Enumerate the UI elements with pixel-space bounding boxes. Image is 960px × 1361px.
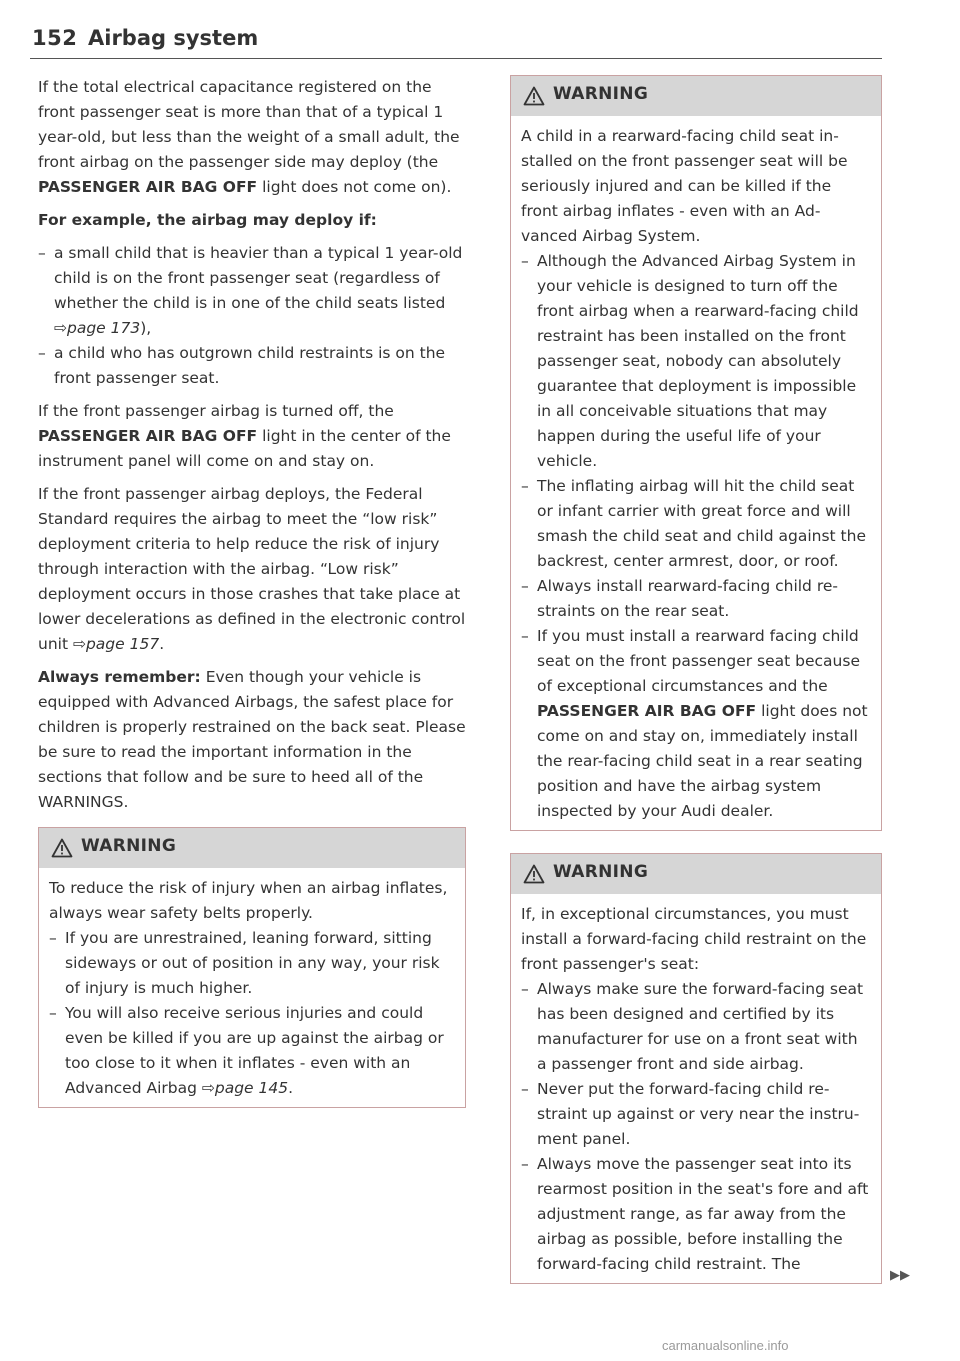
warning-triangle-icon [523, 86, 545, 106]
warning-box-forward-facing [510, 853, 882, 1284]
page-reference-link[interactable]: ⇨page 145 [201, 1079, 289, 1097]
warning-intro: A child in a rearward-facing child seat installed on the front passenger seat will be seriously injured and can be killed if the front airbag inflates - even with an Advanced Airbag System. [521, 127, 848, 245]
deploy-conditions-list [38, 241, 466, 391]
list-item: – a child who has outgrown child restraints is on the front passenger seat. [38, 341, 466, 391]
page-title: Airbag system [88, 26, 259, 50]
list-item: – You will also receive serious injuries and could even be killed if you are up against the airbag or too close to it when it inflates - even with an Advanced Airbag ⇨page 145. [49, 1001, 455, 1101]
right-column [510, 75, 882, 1284]
warning-title: WARNING [81, 836, 177, 856]
warning-header [511, 76, 881, 116]
warning-list [49, 926, 455, 1101]
left-column [38, 75, 466, 1108]
warning-body [511, 894, 881, 1283]
warning-triangle-icon [51, 838, 73, 858]
warning-list [521, 249, 871, 824]
page-number: 152 [32, 26, 78, 50]
list-item: – If you must install a rearward facing child seat on the front passenger seat because of exceptional circumstances and the PASSENGER AIR BAG OFF light does not come on and stay on, immediately install the rear-facing child seat in a rear seating position and have the airbag system inspected by your Audi dealer. [521, 624, 871, 824]
list-item: – Always move the passenger seat into its rearmost position in the seat's fore and aft adjustment range, as far away from the airbag as possible, before installing the forward-facing child restraint. The [521, 1152, 871, 1277]
warning-body [39, 868, 465, 1107]
list-item: – If you are unrestrained, leaning forward, sitting sideways or out of position in any way, your risk of injury is much higher. [49, 926, 455, 1001]
list-item: – Never put the forward-facing child restraint up against or very near the instrument panel. [521, 1077, 871, 1152]
warning-intro: If, in exceptional circumstances, you must install a forward-facing child restraint on the front passenger's seat: [521, 905, 867, 973]
list-item: – The inflating airbag will hit the child seat or infant carrier with great force and will smash the child seat and child against the backrest, center armrest, door, or roof. [521, 474, 871, 574]
warning-header [39, 828, 465, 868]
list-item: – Always install rearward-facing child restraints on the rear seat. [521, 574, 871, 624]
list-item: – Always make sure the forward-facing seat has been designed and certified by its manufacturer for use on a front seat with a passenger front and side airbag. [521, 977, 871, 1077]
warning-box-rearward-facing [510, 75, 882, 831]
warning-header [511, 854, 881, 894]
paragraph-airbag-off: If the front passenger airbag is turned off, the PASSENGER AIR BAG OFF light in the center of the instrument panel will come on and stay on. [38, 402, 451, 470]
page-reference-link[interactable]: ⇨page 157 [72, 635, 160, 653]
page-reference-link[interactable]: ⇨page 173 [54, 319, 141, 337]
warning-list [521, 977, 871, 1277]
page-header [30, 22, 882, 59]
warning-body [511, 116, 881, 830]
warning-title: WARNING [553, 84, 649, 104]
list-item: – a small child that is heavier than a typical 1 year-old child is on the front passenger seat (regardless of whether the child is in one of the child seats listed ⇨page 173), [38, 241, 466, 341]
list-item: – Although the Advanced Airbag System in your vehicle is designed to turn off the front airbag when a rearward-facing child restraint has been installed on the front passenger seat, nobody can absolutely guarantee that deployment is impossible in all conceivable situations that may happen during the useful life of your vehicle. [521, 249, 871, 474]
paragraph-capacitance: If the total electrical capacitance registered on the front passenger seat is more than that of a typical 1 year-old, but less than the weight of a small adult, the front airbag on the passenger side may deploy (the PASSENGER AIR BAG OFF light does not come on). [38, 78, 460, 196]
continue-arrow-icon: ▶▶ [890, 1268, 910, 1283]
warning-intro: To reduce the risk of injury when an airbag inflates, always wear safety belts properly. [49, 879, 448, 922]
watermark: carmanualsonline.info [662, 1338, 789, 1353]
warning-box-safety-belts [38, 827, 466, 1108]
paragraph-federal-standard: If the front passenger airbag deploys, the Federal Standard requires the airbag to meet the “low risk” deployment criteria to help reduce the risk of injury through interaction with the airbag. “Low risk” deployment occurs in those crashes that take place at lower decelerations as defined in the electronic control unit ⇨page 157. [38, 485, 466, 653]
example-heading: For example, the airbag may deploy if: [38, 211, 377, 229]
paragraph-always-remember: Always remember: Even though your vehicle is equipped with Advanced Airbags, the safest place for children is properly restrained on the back seat. Please be sure to read the important information in the sections that follow and be sure to heed all of the WARNINGS. [38, 668, 466, 811]
warning-title: WARNING [553, 862, 649, 882]
warning-triangle-icon [523, 864, 545, 884]
